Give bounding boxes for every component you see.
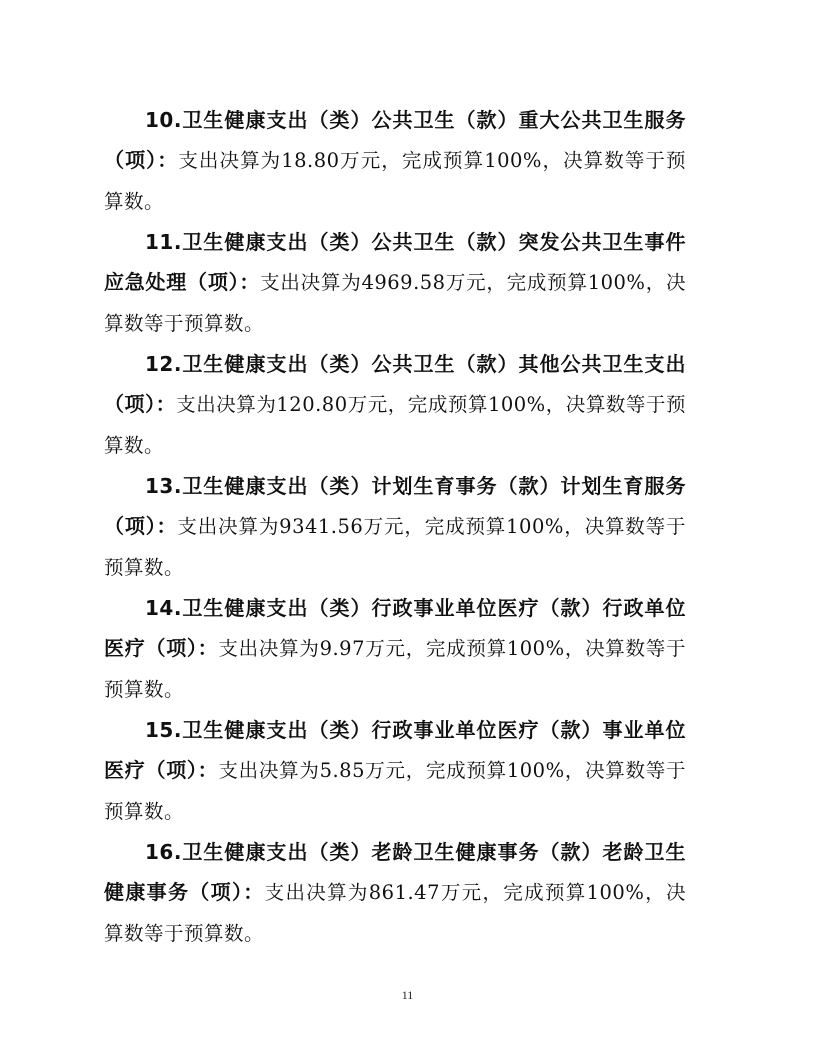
paragraph-heading: 15.卫生健康支出（类）行政事业单位医疗（款）事业单位医疗（项）： (104, 718, 686, 782)
paragraph-heading: 10.卫生健康支出（类）公共卫生（款）重大公共卫生服务（项）： (104, 108, 686, 172)
paragraph-heading: 14.卫生健康支出（类）行政事业单位医疗（款）行政单位医疗（项）： (104, 596, 686, 660)
paragraph-item-15 (104, 710, 686, 832)
page-number: 11 (401, 988, 414, 1002)
paragraph-heading: 16.卫生健康支出（类）老龄卫生健康事务（款）老龄卫生健康事务（项）： (104, 840, 686, 904)
paragraph-heading: 13.卫生健康支出（类）计划生育事务（款）计划生育服务（项）： (104, 474, 686, 538)
paragraph-heading: 11.卫生健康支出（类）公共卫生（款）突发公共卫生事件应急处理（项）： (104, 230, 686, 294)
paragraph-item-13 (104, 466, 686, 588)
paragraph-item-11 (104, 222, 686, 344)
paragraph-body: 支出决算为9341.56万元，完成预算100%，决算数等于预算数。 (104, 515, 687, 579)
paragraph-body: 支出决算为9.97万元，完成预算100%，决算数等于预算数。 (104, 637, 687, 701)
paragraph-body: 支出决算为861.47万元，完成预算100%，决算数等于预算数。 (104, 881, 687, 945)
paragraph-body: 支出决算为18.80万元，完成预算100%，决算数等于预算数。 (104, 149, 687, 213)
paragraph-body: 支出决算为4969.58万元，完成预算100%，决算数等于预算数。 (104, 271, 686, 335)
document-body (104, 100, 686, 954)
paragraph-body: 支出决算为120.80万元，完成预算100%，决算数等于预算数。 (104, 393, 686, 457)
paragraph-item-16 (104, 832, 686, 954)
paragraph-body: 支出决算为5.85万元，完成预算100%，决算数等于预算数。 (104, 759, 687, 823)
paragraph-heading: 12.卫生健康支出（类）公共卫生（款）其他公共卫生支出（项）： (104, 352, 686, 416)
paragraph-item-12 (104, 344, 686, 466)
paragraph-item-14 (104, 588, 686, 710)
paragraph-item-10 (104, 100, 686, 222)
